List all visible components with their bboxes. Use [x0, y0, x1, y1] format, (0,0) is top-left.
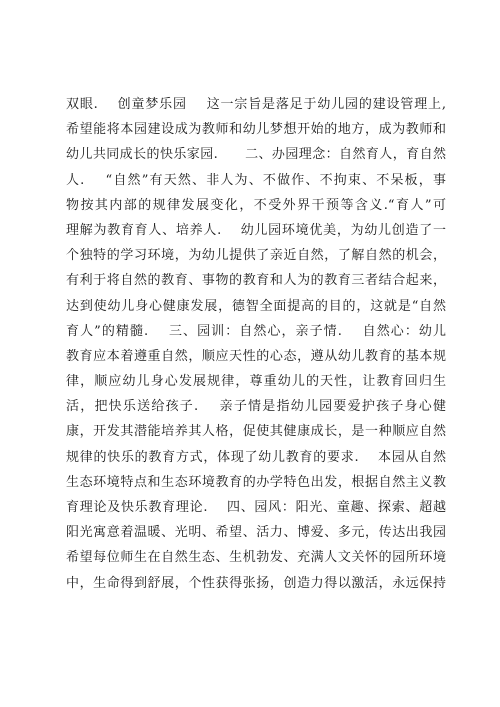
body-text — [66, 92, 446, 596]
text-line: 康，开发其潜能培养其人格，促使其健康成长，是一种顺应自然 — [66, 424, 446, 440]
text-line: 幼儿共同成长的快乐家园. 二、办园理念：自然育人，育自然 — [66, 147, 446, 163]
text-line: 双眼. 创童梦乐园 这一宗旨是落足于幼儿园的建设管理上, — [66, 97, 446, 112]
text-line: 希望每位师生在自然生态、生机勃发、充满人文关怀的园所环境 — [66, 550, 446, 566]
text-line: 规律的快乐的教育方式，体现了幼儿教育的要求. 本园从自然 — [66, 449, 446, 465]
text-line: 育人”的精髓. 三、园训：自然心，亲子情. 自然心：幼儿 — [66, 323, 446, 339]
text-line: 个独特的学习环境，为幼儿提供了亲近自然，了解自然的机会， — [66, 248, 446, 264]
text-line: 律，顺应幼儿身心发展规律，尊重幼儿的天性，让教育回归生 — [66, 374, 446, 390]
text-line: 希望能将本园建设成为教师和幼儿梦想开始的地方，成为教师和 — [66, 122, 446, 138]
text-line: 教育应本着遵重自然，顺应天性的心态，遵从幼儿教育的基本规 — [66, 348, 446, 364]
text-line: 阳光寓意着温暖、光明、希望、活力、博爱、多元，传达出我园 — [66, 525, 446, 541]
text-line: 中，生命得到舒展，个性获得张扬，创造力得以激活，永远保持 — [66, 575, 446, 591]
text-line: 达到使幼儿身心健康发展，德智全面提高的目的，这就是“自然 — [66, 298, 446, 314]
text-line: 人. “自然”有天然、非人为、不做作、不拘束、不呆板，事 — [66, 172, 446, 188]
text-line: 理解为教育育人、培养人. 幼儿园环境优美，为幼儿创造了一 — [66, 222, 446, 238]
text-line: 育理论及快乐教育理论. 四、园风：阳光、童趣、探索、超越 — [66, 500, 446, 515]
text-line: 有利于将自然的教育、事物的教育和人为的教育三者结合起来， — [66, 273, 446, 289]
text-line: 物按其内部的规律发展变化，不受外界干预等含义.“育人”可 — [66, 197, 446, 213]
text-line: 活，把快乐送给孩子. 亲子情是指幼儿园要爱护孩子身心健 — [66, 399, 446, 415]
text-line: 生态环境特点和生态环境教育的办学特色出发，根据自然主义教 — [66, 474, 446, 490]
